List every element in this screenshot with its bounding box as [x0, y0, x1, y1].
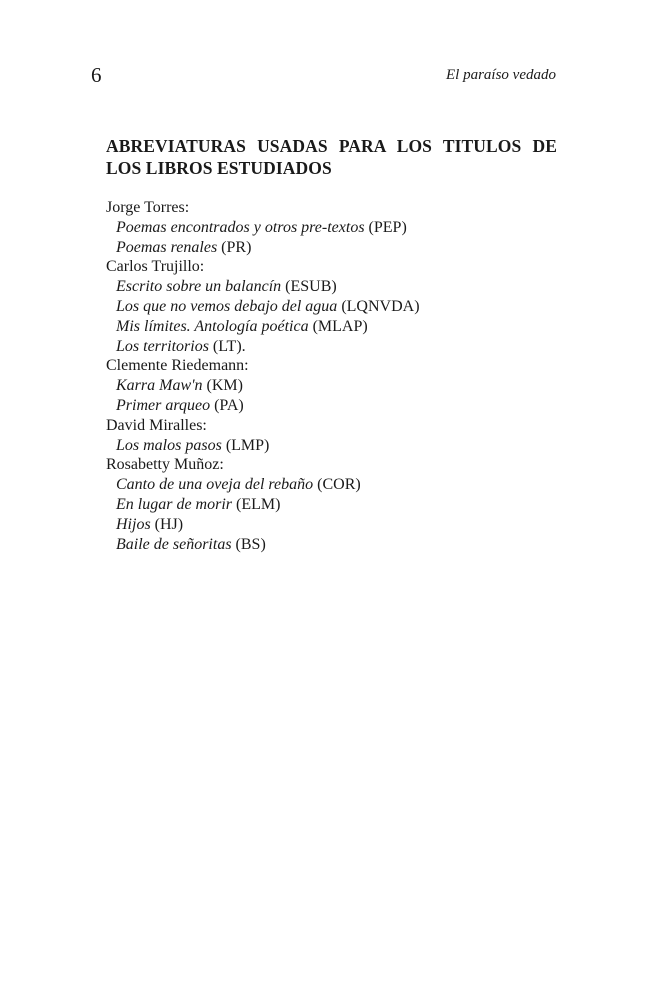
book-title: Mis límites. Antología poética — [116, 317, 309, 335]
section-heading: ABREVIATURAS USADAS PARA LOS TITULOS DE LOS LIBROS ESTUDIADOS — [106, 136, 557, 178]
book-abbreviation: (LMP) — [225, 436, 270, 454]
running-header: El paraíso vedado — [446, 67, 556, 83]
page-number: 6 — [91, 63, 102, 87]
author-name: Carlos Trujillo: — [106, 258, 205, 276]
book-abbreviation: (MLAP) — [312, 317, 368, 335]
book-entry — [106, 475, 566, 495]
author-block — [106, 356, 566, 415]
book-abbreviation: (LT). — [212, 337, 246, 355]
book-title: Karra Maw'n — [116, 377, 203, 395]
book-title: Escrito sobre un balancín — [116, 278, 282, 296]
book-entry — [106, 277, 566, 297]
author-name: David Miralles: — [106, 416, 207, 434]
book-title: Los malos pasos — [116, 436, 222, 454]
book-title: Poemas renales — [116, 238, 218, 256]
author-block — [106, 198, 566, 257]
book-title: Los territorios — [116, 337, 209, 355]
book-list — [106, 198, 566, 554]
book-entry — [106, 535, 566, 555]
book-entry — [106, 218, 566, 238]
book-entry — [106, 436, 566, 456]
book-abbreviation: (HJ) — [154, 515, 184, 533]
book-title: Primer arqueo — [116, 396, 211, 414]
book-abbreviation: (COR) — [317, 476, 361, 494]
book-entry — [106, 396, 566, 416]
book-abbreviation: (PR) — [221, 238, 252, 256]
book-entry — [106, 495, 566, 515]
author-block — [106, 257, 566, 356]
book-title: Los que no vemos debajo del agua — [116, 297, 338, 315]
author-name: Rosabetty Muñoz: — [106, 456, 224, 474]
author-name: Clemente Riedemann: — [106, 357, 249, 375]
book-entry — [106, 515, 566, 535]
book-entry — [106, 376, 566, 396]
book-title: Baile de señoritas — [116, 535, 232, 553]
book-title: Poemas encontrados y otros pre-textos — [116, 218, 365, 236]
author-block — [106, 416, 566, 456]
book-abbreviation: (ESUB) — [285, 278, 337, 296]
book-abbreviation: (PEP) — [368, 218, 407, 236]
book-abbreviation: (PA) — [214, 396, 244, 414]
book-entry — [106, 238, 566, 258]
book-title: En lugar de morir — [116, 495, 232, 513]
book-title: Canto de una oveja del rebaño — [116, 476, 314, 494]
book-abbreviation: (ELM) — [236, 495, 281, 513]
book-entry — [106, 337, 566, 357]
book-abbreviation: (BS) — [235, 535, 266, 553]
book-entry — [106, 317, 566, 337]
book-abbreviation: (KM) — [206, 377, 243, 395]
book-entry — [106, 297, 566, 317]
book-abbreviation: (LQNVDA) — [341, 297, 420, 315]
author-name: Jorge Torres: — [106, 199, 190, 216]
book-title: Hijos — [116, 515, 151, 533]
author-block — [106, 455, 566, 554]
